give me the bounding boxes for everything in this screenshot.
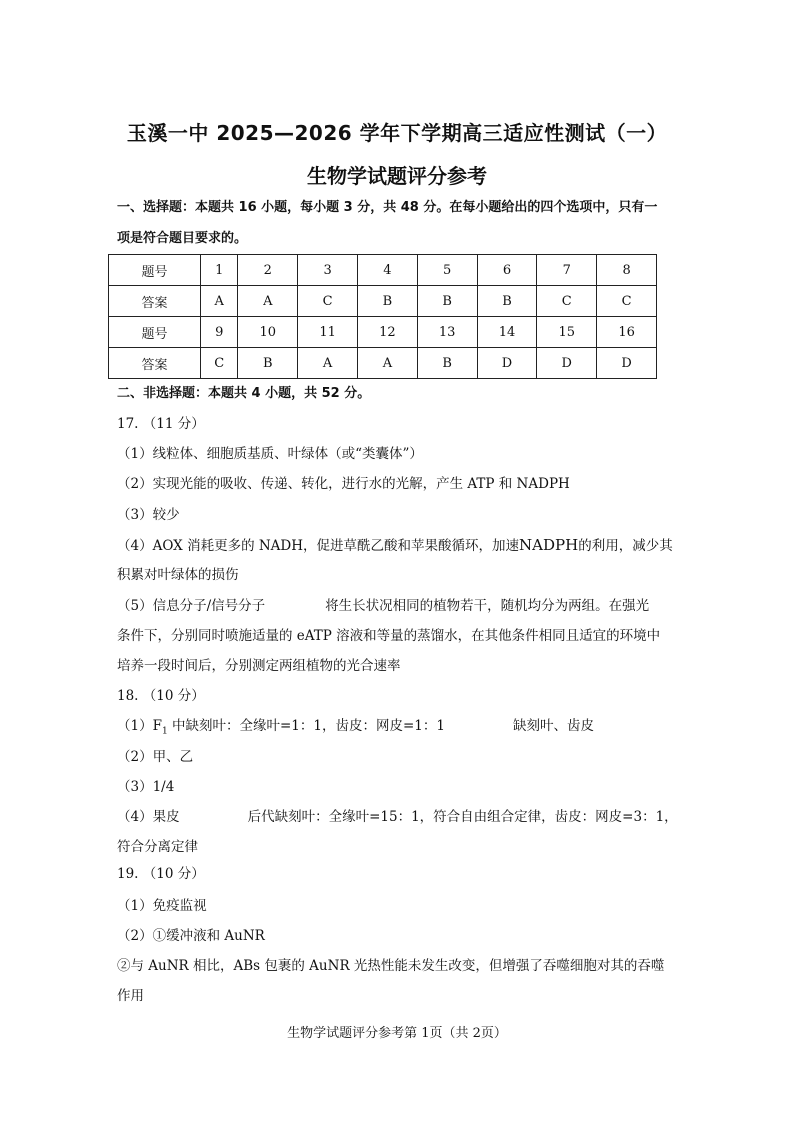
answer-cell: B (357, 286, 417, 317)
answer-cell: C (597, 286, 657, 317)
table-row-question-1 (109, 255, 657, 286)
page-footer: 生物学试题评分参考第 1页（共 2页） (287, 1026, 507, 1041)
table-row-answer-1 (109, 286, 657, 317)
answer-cell: A (201, 286, 238, 317)
exam-subtitle: 生物学试题评分参考 (307, 164, 487, 188)
answer-cell: A (238, 286, 298, 317)
q17-answer-4-nadph: NADPH (519, 536, 579, 554)
row-label-question: 题号 (109, 255, 201, 286)
q19-answer-2b-line2: 作用 (117, 988, 144, 1004)
q19-answer-2: （2）①缓冲液和 AuNR (117, 928, 265, 944)
answer-cell: C (201, 348, 238, 379)
answer-cell: A (298, 348, 358, 379)
answer-cell: D (597, 348, 657, 379)
q18-answer-1-part2: 缺刻叶、齿皮 (512, 718, 594, 734)
q17-answer-5-part1: （5）信息分子/信号分子 (117, 598, 266, 614)
row-label-question: 题号 (109, 317, 201, 348)
q18-heading: 18. （10 分） (117, 688, 205, 704)
question-number: 7 (537, 255, 597, 286)
q17-answer-4-part2: 的利用，减少其 (578, 538, 673, 554)
section1-intro-line1: 一、选择题：本题共 16 小题，每小题 3 分，共 48 分。在每小题给出的四个选项中，只有一 (117, 200, 658, 215)
q18-answer-4-part2: 后代缺刻叶：全缘叶=15：1，符合自由组合定律，齿皮：网皮=3：1， (247, 809, 678, 825)
answer-cell: B (238, 348, 298, 379)
answer-cell: B (417, 286, 477, 317)
q18-answer-2: （2）甲、乙 (117, 749, 194, 765)
answer-cell: B (477, 286, 537, 317)
q19-answer-2b-line1: ②与 AuNR 相比，ABs 包裹的 AuNR 光热性能未发生改变，但增强了吞噬细胞对其的吞噬 (117, 958, 665, 974)
question-number: 6 (477, 255, 537, 286)
question-number: 14 (477, 317, 537, 348)
q17-answer-5-line2: 条件下，分别同时喷施适量的 eATP 溶液和等量的蒸馏水，在其他条件相同且适宜的环境中 (117, 628, 661, 644)
answer-cell: A (357, 348, 417, 379)
q18-answer-4 (117, 809, 677, 825)
q17-answer-5-part2: 将生长状况相同的植物若干，随机均分为两组。在强光 (325, 598, 650, 614)
section2-intro: 二、非选择题：本题共 4 小题，共 52 分。 (117, 386, 371, 401)
question-number: 11 (298, 317, 358, 348)
question-number: 12 (357, 317, 417, 348)
question-number: 8 (597, 255, 657, 286)
question-number: 16 (597, 317, 657, 348)
q17-answer-4-line2: 积累对叶绿体的损伤 (117, 567, 239, 583)
row-label-answer: 答案 (109, 348, 201, 379)
question-number: 13 (417, 317, 477, 348)
q18-answer-1-part1: 中缺刻叶：全缘叶=1：1，齿皮：网皮=1：1 (167, 718, 445, 734)
q17-heading: 17. （11 分） (117, 416, 205, 432)
answer-cell: B (417, 348, 477, 379)
q18-answer-3: （3）1/4 (117, 779, 175, 795)
table-row-answer-2 (109, 348, 657, 379)
question-number: 10 (238, 317, 298, 348)
q18-answer-1-prefix: （1）F (117, 718, 162, 734)
question-number: 5 (417, 255, 477, 286)
q17-answer-4 (117, 537, 677, 554)
q18-answer-1-subscript: 1 (161, 726, 168, 737)
q19-heading: 19. （10 分） (117, 866, 205, 882)
q17-answer-4-part1: （4）AOX 消耗更多的 NADH，促进草酰乙酸和苹果酸循环，加速 (117, 538, 520, 554)
question-number: 4 (357, 255, 417, 286)
q18-answer-4-line2: 符合分离定律 (117, 839, 198, 855)
answer-cell: C (537, 286, 597, 317)
q17-answer-2: （2）实现光能的吸收、传递、转化，进行水的光解，产生 ATP 和 NADPH (117, 476, 570, 492)
q18-answer-4-part1: （4）果皮 (117, 809, 180, 825)
question-number: 1 (201, 255, 238, 286)
q19-answer-1: （1）免疫监视 (117, 898, 207, 914)
q18-answer-1 (117, 718, 677, 740)
question-number: 2 (238, 255, 298, 286)
question-number: 9 (201, 317, 238, 348)
row-label-answer: 答案 (109, 286, 201, 317)
table-row-question-2 (109, 317, 657, 348)
q17-answer-1: （1）线粒体、细胞质基质、叶绿体（或“类囊体”） (117, 446, 423, 462)
answer-cell: D (537, 348, 597, 379)
answer-cell: C (298, 286, 358, 317)
question-number: 3 (298, 255, 358, 286)
answer-table (108, 254, 657, 379)
question-number: 15 (537, 317, 597, 348)
q17-answer-5 (117, 598, 677, 614)
section1-intro-line2: 项是符合题目要求的。 (117, 231, 248, 246)
q17-answer-5-line3: 培养一段时间后，分别测定两组植物的光合速率 (117, 658, 401, 674)
q17-answer-3: （3）较少 (117, 507, 180, 523)
answer-cell: D (477, 348, 537, 379)
exam-title: 玉溪一中 2025—2026 学年下学期高三适应性测试（一） (126, 121, 668, 145)
